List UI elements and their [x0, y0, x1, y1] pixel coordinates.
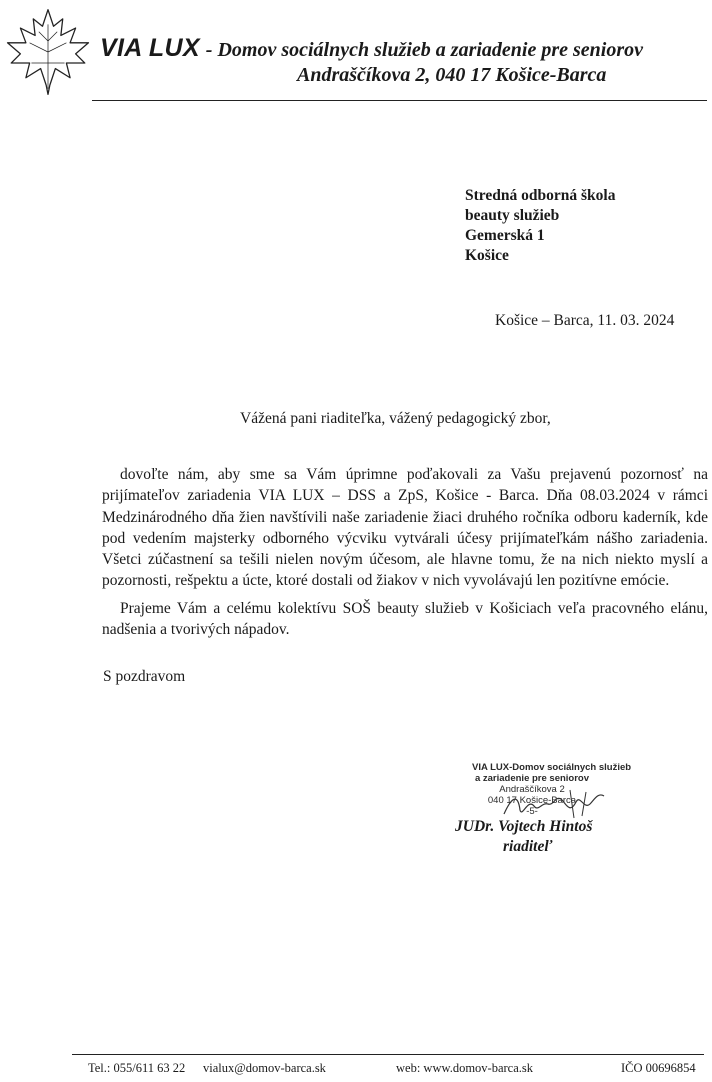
closing: S pozdravom [103, 668, 186, 685]
body-paragraph: Prajeme Vám a celému kolektívu SOŠ beauty služieb v Košiciach veľa pracovného elánu, nadšenia a tvorivých nápadov. [102, 600, 708, 639]
salutation: Vážená pani riaditeľka, vážený pedagogický zbor, [240, 410, 551, 427]
footer-phone: Tel.: 055/611 63 22 [88, 1061, 186, 1075]
maple-leaf-logo-icon [2, 6, 94, 98]
recipient-line: Gemerská 1 [465, 227, 545, 244]
signatory-name: JUDr. Vojtech Hintoš [455, 818, 593, 835]
stamp-line: VIA LUX-Domov sociálnych služieb [472, 762, 632, 773]
org-name: VIA LUX [100, 34, 200, 62]
org-subtitle: - Domov sociálnych služieb a zariadenie pre seniorov [205, 39, 644, 61]
stamp-line: a zariadenie pre seniorov [474, 773, 590, 784]
letterhead-divider [92, 100, 707, 101]
footer-website: web: www.domov-barca.sk [396, 1061, 533, 1075]
signatory-title: riaditeľ [503, 838, 553, 855]
letter-date: Košice – Barca, 11. 03. 2024 [495, 312, 675, 329]
recipient-line: Stredná odborná škola [465, 187, 616, 204]
recipient-address [465, 186, 615, 266]
stamp-line: 040 17 Košice-Barca [487, 795, 577, 806]
letterhead-title [100, 34, 643, 63]
footer-divider [72, 1054, 704, 1055]
footer-company-id: IČO 00696854 [621, 1061, 696, 1075]
footer-email: vialux@domov-barca.sk [203, 1061, 326, 1075]
body-paragraph: dovoľte nám, aby sme sa Vám úprimne poďakovali za Vašu prejavenú pozornosť na prijímateľov zariadenia VIA LUX – DSS a ZpS, Košice - Barca. Dňa 08.03.2024 v rámci Medzinárodného dňa žien navštívili naše zariadenie žiaci druhého ročníka odboru kaderník, kde pod vedením majsterky odborného výcviku vytvárali účesy prijímateľkám nášho zariadenia. Všetci zúčastnení sa tešili nielen novým účesom, ale hlavne tomu, že na nich niekto myslí a pozornosti, rešpektu a úcte, ktoré dostali od žiakov v nich vyvolávajú len pozitívne emócie. [102, 466, 708, 590]
recipient-line: Košice [465, 247, 509, 264]
stamp-line: Andraščíkova 2 [499, 784, 565, 795]
recipient-line: beauty služieb [465, 207, 560, 224]
stamp-line: -5- [526, 806, 538, 817]
org-address: Andraščíkova 2, 040 17 Košice-Barca [297, 64, 607, 86]
